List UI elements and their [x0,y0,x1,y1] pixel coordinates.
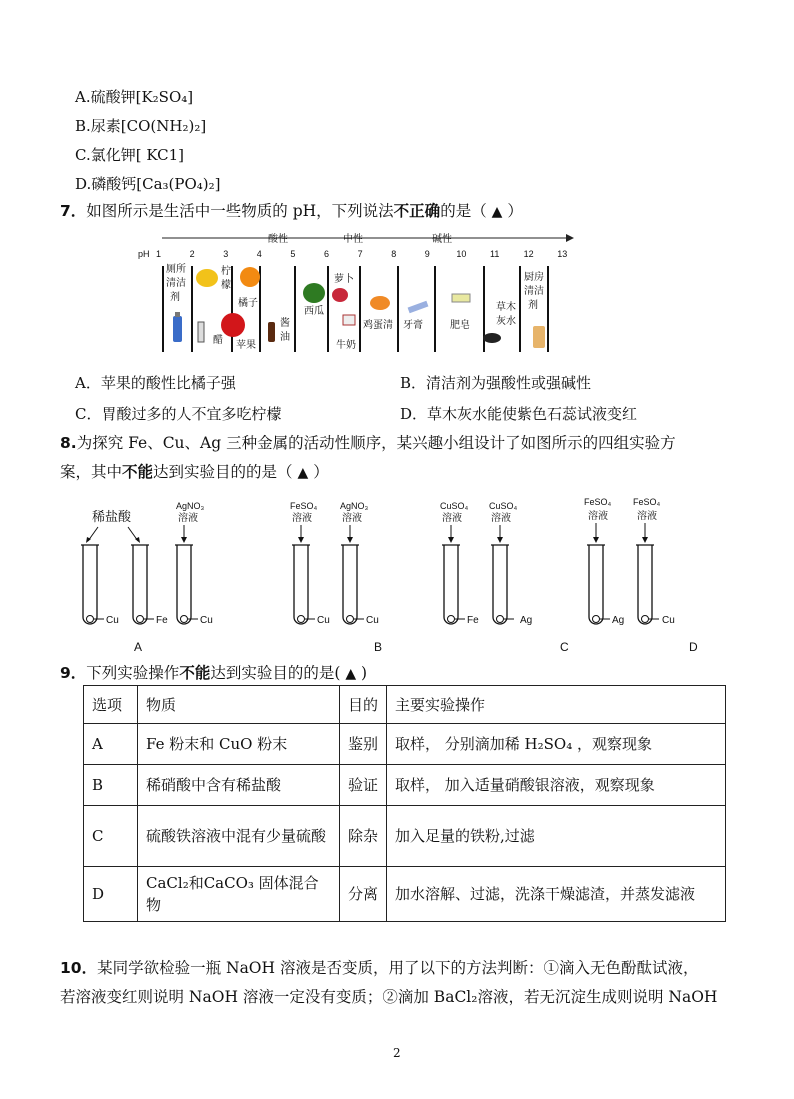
q10-line2: 若溶液变红则说明 NaOH 溶液一定没有变质；②滴加 BaCl₂溶液，若无沉淀生成则说明 NaOH [60,988,718,1006]
answer-mark: ▲ [491,204,503,220]
header-operation: 主要实验操作 [387,686,726,724]
kitchen-cleaner-icon [533,326,545,348]
ph-label: pH [138,249,150,259]
svg-text:FeSO₄: FeSO₄ [633,497,661,507]
svg-text:Cu: Cu [366,615,379,626]
q9-table [83,685,726,922]
soy-bottle-icon [268,322,275,342]
item-watermelon: 西瓜 [304,306,324,317]
item-toilet-cleaner-3: 剂 [170,292,180,303]
item-radish: 萝卜 [334,274,354,285]
ph-tick-label: 6 [324,249,330,259]
item-soy-2: 油 [280,332,290,343]
item-soap: 肥皂 [450,320,470,331]
item-ash-water-1: 草木 [496,302,516,313]
q7-option-c: C．胃酸过多的人不宜多吃柠檬 [75,405,282,423]
group-a-label: A [134,640,143,654]
svg-text:Fe: Fe [156,615,168,626]
milk-icon [343,315,355,325]
ph-tick-label: 9 [424,249,430,259]
q10-line1: 10．某同学欲检验一瓶 NaOH 溶液是否变质，用了以下的方法判断：①滴入无色酚酞试液， [60,959,699,977]
page-number: 2 [393,1046,401,1060]
item-toilet-cleaner-2: 清洁 [166,278,186,289]
table-row: C 硫酸铁溶液中混有少量硫酸 除杂 加入足量的铁粉,过滤 [84,806,726,867]
svg-text:FeSO₄: FeSO₄ [290,501,318,511]
apple-icon [221,313,245,337]
group-c-label: C [560,640,569,654]
toothpaste-icon [408,301,429,313]
group-a-reagent-2: AgNO₃ [176,501,205,511]
svg-text:Ag: Ag [612,615,625,626]
header-substance: 物质 [138,686,340,724]
egg-icon [370,296,390,310]
q6-option-b: B.尿素[CO(NH₂)₂] [75,117,207,135]
ph-tick-label: 2 [189,249,195,259]
header-option: 选项 [84,686,138,724]
item-vinegar: 醋 [213,335,223,346]
table-row: B 稀硝酸中含有稀盐酸 验证 取样， 加入适量硝酸银溶液，观察现象 [84,765,726,806]
ph-tick-label: 4 [256,249,262,259]
q6-option-a: A.硫酸钾[K₂SO₄] [75,88,194,106]
item-kitchen-cleaner-3: 剂 [528,300,538,311]
table-row: D CaCl₂和CaCO₃ 固体混合物 分离 加水溶解、过滤，洗涤干燥滤渣，并蒸发滤液 [84,867,726,922]
svg-text:CuSO₄: CuSO₄ [489,501,518,511]
test-tube-figure [78,495,718,655]
svg-text:CuSO₄: CuSO₄ [440,501,469,511]
item-milk: 牛奶 [336,340,356,351]
vinegar-bottle-icon [198,322,204,342]
svg-text:溶液: 溶液 [442,513,462,524]
ph-tick-label: 1 [156,249,162,259]
q8-stem-line1: 8.为探究 Fe、Cu、Ag 三种金属的活动性顺序，某兴趣小组设计了如图所示的四组实验方 [60,434,676,452]
svg-text:溶液: 溶液 [292,513,312,524]
q7-option-a: A．苹果的酸性比橘子强 [75,374,236,392]
item-apple: 苹果 [236,340,256,351]
q7-option-d: D．草木灰水能使紫色石蕊试液变红 [400,405,638,423]
svg-text:Cu: Cu [106,615,119,626]
ph-tick-label: 5 [290,249,296,259]
cleaner-bottle-icon [173,316,182,342]
svg-text:溶液: 溶液 [342,513,362,524]
item-kitchen-cleaner-2: 清洁 [524,286,544,297]
svg-text:Cu: Cu [200,615,213,626]
svg-text:Cu: Cu [317,615,330,626]
ph-scale-figure [130,230,580,358]
neutral-label: 中性 [343,234,363,245]
svg-text:Fe: Fe [467,615,479,626]
svg-text:AgNO₃: AgNO₃ [340,501,369,511]
item-egg-white: 鸡蛋清 [363,320,393,331]
ph-tick-label: 3 [223,249,229,259]
group-a-reagent-1: 稀盐酸 [92,509,132,524]
table-header-row [84,686,726,724]
svg-text:Ag: Ag [520,615,533,626]
acid-label: 酸性 [268,234,288,245]
ash-bowl-icon [483,333,501,343]
ph-tick-label: 10 [456,249,467,259]
q6-option-c: C.氯化钾[ KC1] [75,146,185,164]
answer-mark: ▲ [297,465,309,481]
soap-icon [452,294,470,302]
svg-text:溶液: 溶液 [178,513,198,524]
svg-text:溶液: 溶液 [588,511,608,522]
item-orange: 橘子 [238,298,258,309]
radish-icon [332,288,348,302]
item-kitchen-cleaner-1: 厨房 [524,272,544,283]
svg-text:溶液: 溶液 [637,511,657,522]
svg-text:FeSO₄: FeSO₄ [584,497,612,507]
svg-text:溶液: 溶液 [491,513,511,524]
item-toilet-cleaner-1: 厕所 [166,264,186,275]
item-lemon-1: 柠 [221,266,231,277]
ph-tick-label: 11 [490,249,500,259]
q7-stem: 7．如图所示是生活中一些物质的 pH，下列说法不正确的是（ ▲ ） [60,201,523,220]
base-label: 碱性 [432,234,452,245]
item-toothpaste: 牙膏 [403,320,423,331]
ph-tick-label: 13 [557,249,568,259]
watermelon-icon [303,283,325,303]
svg-text:Cu: Cu [662,615,675,626]
item-soy-1: 酱 [280,318,290,329]
orange-icon [240,267,260,287]
table-row: A Fe 粉末和 CuO 粉末 鉴别 取样， 分别滴加稀 H₂SO₄ ，观察现象 [84,724,726,765]
q7-option-b: B．清洁剂为强酸性或强碱性 [400,374,592,392]
header-purpose: 目的 [340,686,387,724]
group-d-label: D [689,640,698,654]
q6-option-d: D.磷酸钙[Ca₃(PO₄)₂] [75,175,221,193]
ph-tick-label: 8 [391,249,397,259]
answer-mark: ▲ [345,666,357,682]
group-b-label: B [374,640,383,654]
item-lemon-2: 檬 [221,280,231,291]
ph-tick-label: 12 [523,249,534,259]
ph-tick-label: 7 [357,249,363,259]
q9-stem: 9．下列实验操作不能达到实验目的的是( ▲ ) [60,663,368,682]
item-ash-water-2: 灰水 [496,316,516,327]
lemon-icon [196,269,218,287]
q8-stem-line2: 案，其中不能达到实验目的的是（ ▲ ） [60,462,329,481]
